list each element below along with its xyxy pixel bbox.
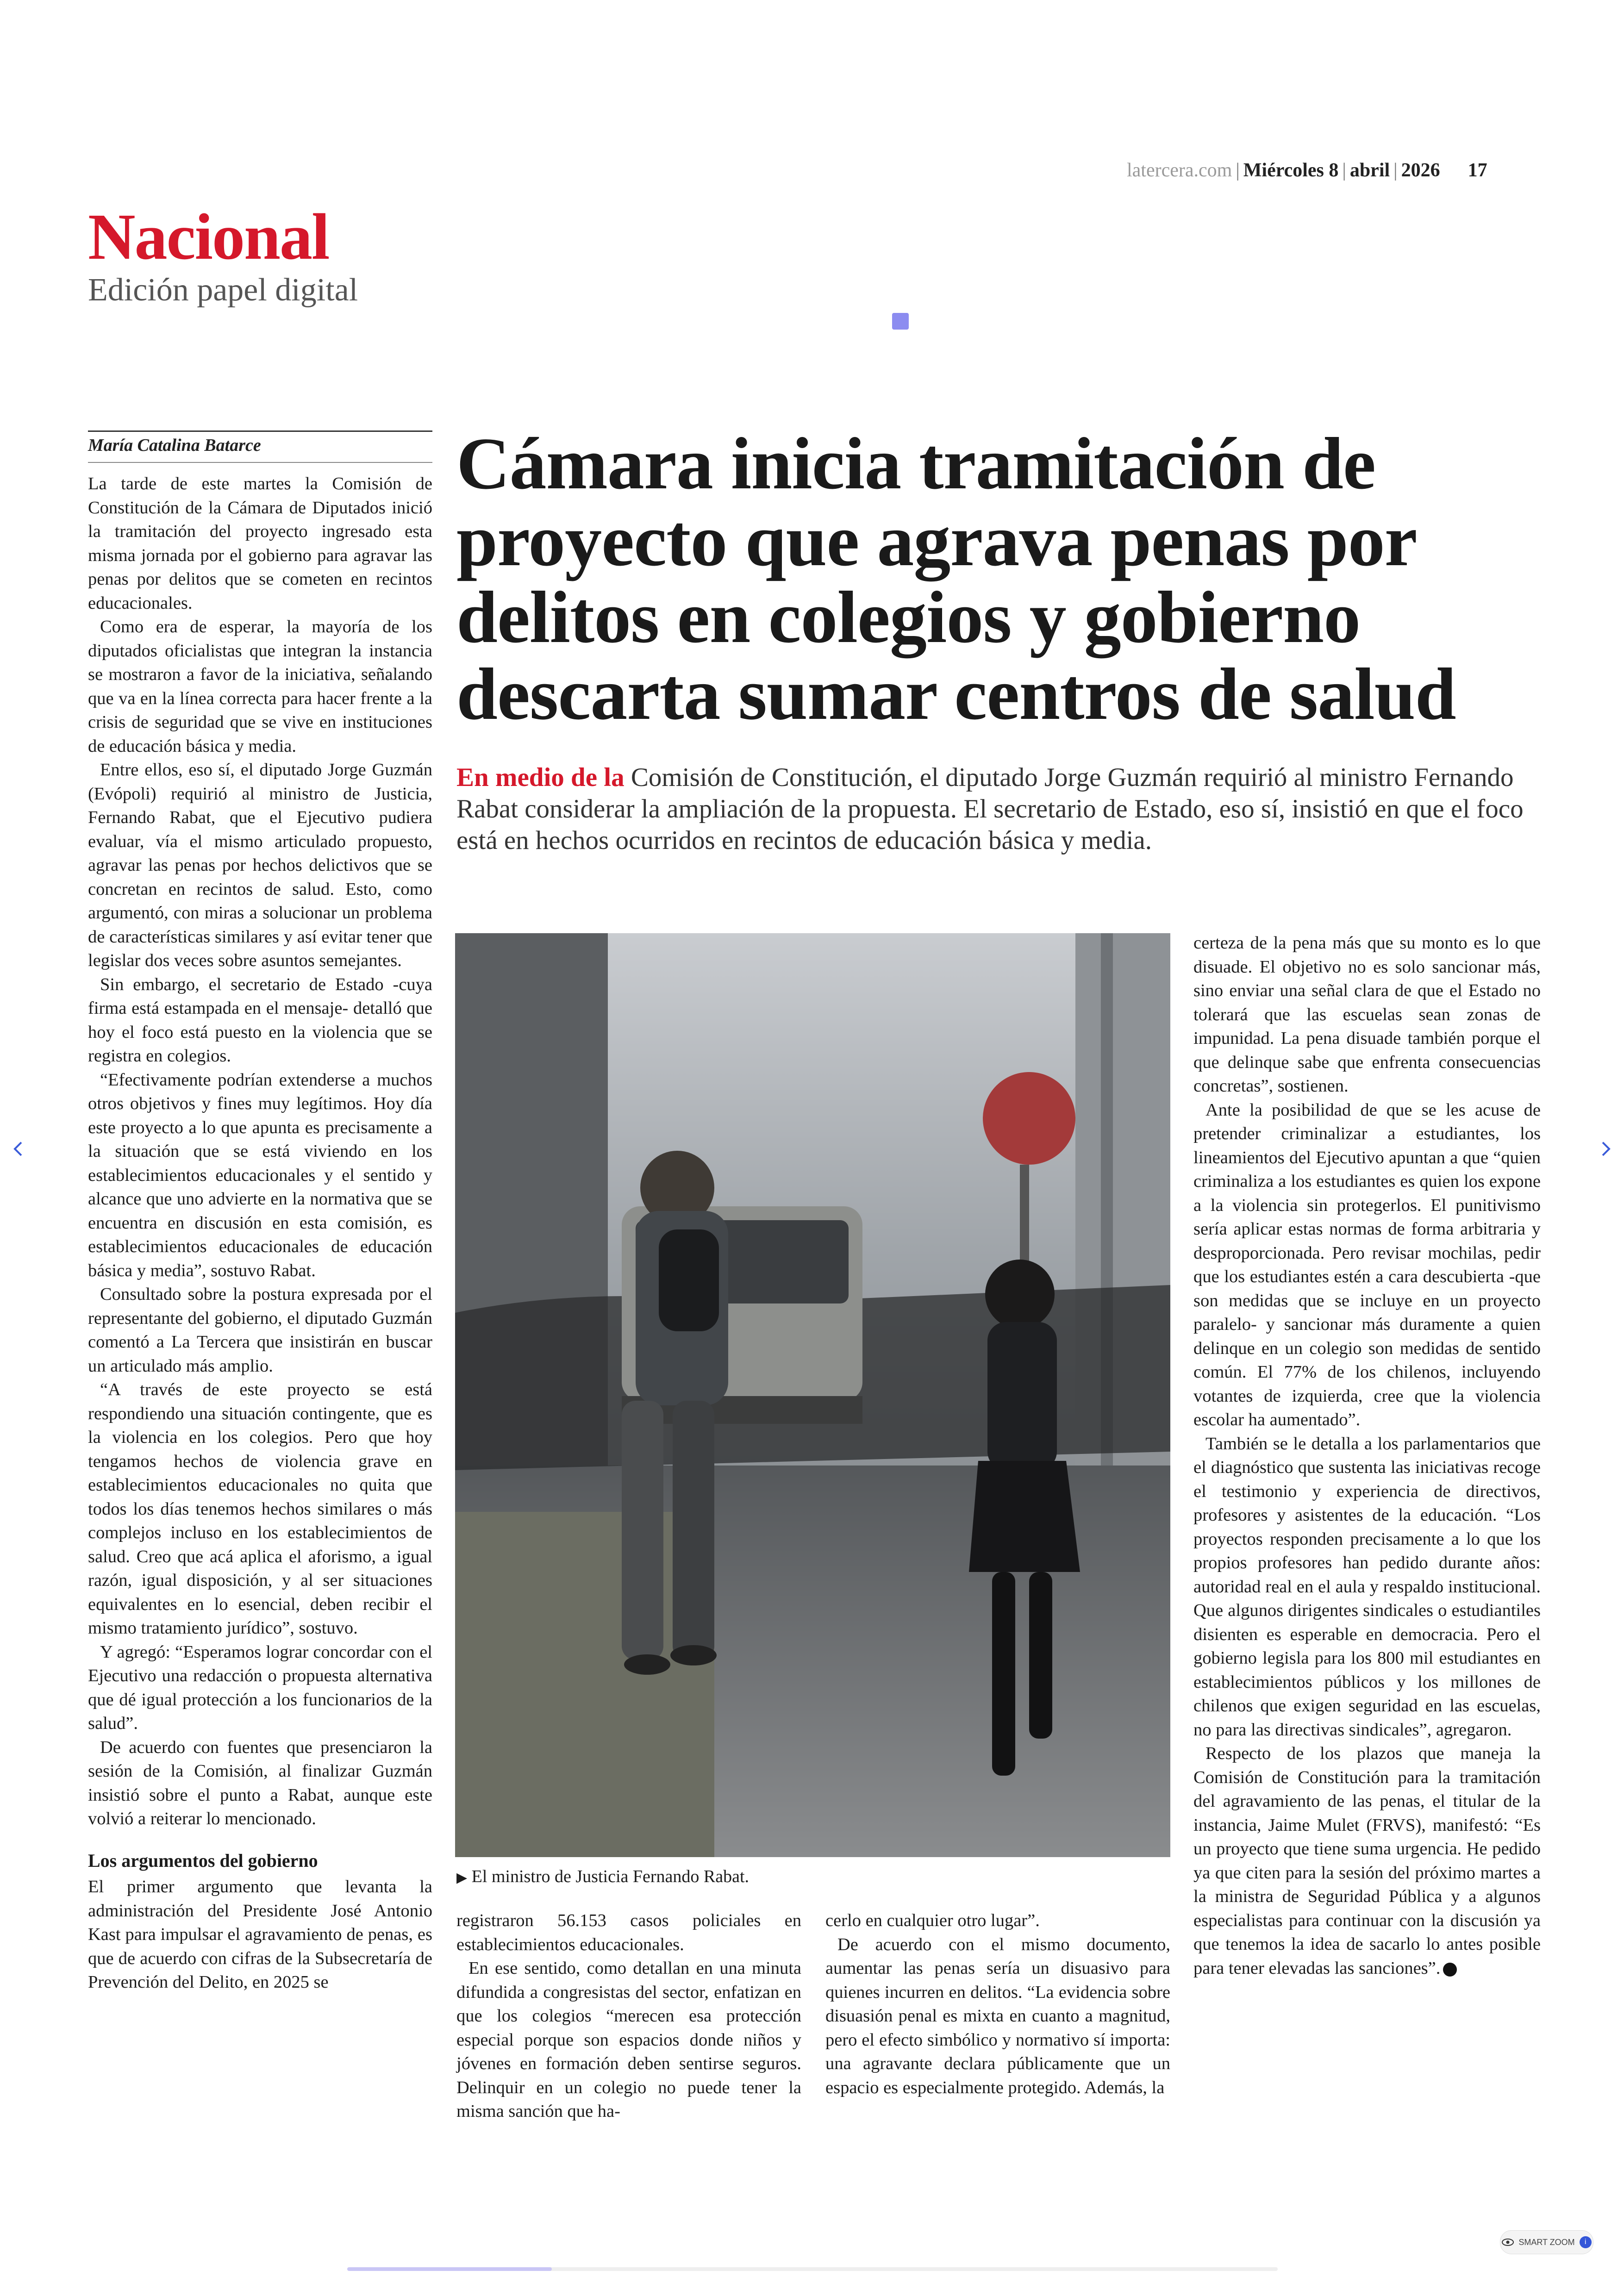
deck-lead: En medio de la [456, 763, 625, 792]
info-icon: i [1580, 2236, 1592, 2248]
masthead: latercera.com | Miércoles 8 | abril | 2026 17 [1127, 160, 1487, 181]
paragraph: “Efectivamente podrían extenderse a muchos otros objetivos y fines muy legítimos. Hoy día este proyecto a lo que apunta es precisamente a la situación que se está viviendo en los establecimientos educacionales y el sentido y alcance que uno advierte en la normativa que se encuentra en discusión en esta comisión, es establecimientos educacionales de educación básica y media”, sostuvo Rabat. [88, 1070, 432, 1280]
section-title: Nacional [88, 200, 329, 273]
page-progress-fill [347, 2267, 552, 2271]
site-name[interactable]: latercera.com [1127, 160, 1232, 181]
paragraph: registraron 56.153 casos policiales en establecimientos educacionales. [456, 1911, 801, 1954]
deck [456, 762, 1540, 856]
paragraph: De acuerdo con el mismo documento, aumentar las penas sería un disuasivo para quienes incurren en delitos. “La evidencia sobre disuasión penal es mixta en cuanto a magnitud, pero el efecto simbólico y normativo sí importa: una agravante declara públicamente que un espacio es especialmente protegido. Además, la [825, 1934, 1170, 2097]
paragraph-text: Respecto de los plazos que maneja la Comisión de Constitución para la tramitación del agravamiento de las penas, el titular de la instancia, Jaime Mulet (FRVS), manifestó: “Es un proyecto que tiene suma urgencia. He pedido ya que citen para la sesión del próximo martes a la ministra de Seguridad Pública y a algunos especialistas para continuar con la discusión ya que tenemos la idea de sacarlo lo antes posible para tener elevadas las sanciones”. [1193, 1744, 1541, 1978]
paragraph: “A través de este proyecto se está respondiendo una situación contingente, que es la violencia en los colegios. Pero que hoy tengamos hechos de violencia grave en establecimientos educacionales no quita que todos los días tenemos hechos similares o más complejos incluso en los establecimientos de salud. Creo que acá aplica el aforismo, a igual razón, igual disposición, y al ser situaciones equivalentes en lo esencial, deben recibir el mismo tratamiento jurídico”, sostuvo. [88, 1380, 432, 1638]
paragraph: Sin embargo, el secretario de Estado -cuya firma está estampada en el mensaje- detalló que hoy el foco está puesto en la violencia que se registra en colegios. [88, 974, 432, 1066]
paragraph: También se le detalla a los parlamentarios que el diagnóstico que sustenta las iniciativas recoge el testimonio y experiencia de directivos, profesores y asistentes de la educación. “Los proyectos responden precisamente a lo que los propios profesores han pedido durante años: autoridad real en el aula y respaldo institucional. Que algunos dirigentes sindicales o estudiantiles disienten es esperable en democracia. Pero el gobierno legisla para los 800 mil estudiantes en establecimientos públicos y los millones de chilenos que exigen seguridad en las escuelas, no para las directivas sindicales”, agregaron. [1193, 1434, 1541, 1740]
paragraph: Como era de esperar, la mayoría de los diputados oficialistas que integran la instancia se mostraron a favor de la iniciativa, señalando que va en la línea correcta para hacer frente a la crisis de seguridad que se vive en instituciones de educación básica y media. [88, 617, 432, 756]
smart-zoom-label: SMART ZOOM [1518, 2237, 1575, 2247]
end-mark-icon [1443, 1963, 1457, 1977]
chevron-left-icon [9, 1140, 28, 1158]
date-weekday: Miércoles 8 [1243, 160, 1339, 181]
next-page-button[interactable] [1596, 1140, 1615, 1158]
photo-illustration [455, 933, 1170, 1857]
paragraph: certeza de la pena más que su monto es lo que disuade. El objetivo no es solo sancionar más, sino enviar una señal clara de que el Estado no tolerará que las escuelas sean zonas de impunidad. La pena disuade también porque el que delinque sabe que enfrenta consecuencias concretas”, sostienen. [1193, 933, 1541, 1096]
caption-triangle-icon: ▶ [456, 1870, 468, 1885]
bottom-column-1 [456, 1909, 801, 2124]
previous-page-button[interactable] [9, 1140, 28, 1158]
author-rule [88, 430, 432, 432]
paragraph: Consultado sobre la postura expresada por el representante del gobierno, el diputado Guzmán comentó a La Tercera que insistirán en buscar un articulado más amplio. [88, 1285, 432, 1376]
section-subtitle: Edición papel digital [88, 272, 358, 308]
paragraph [1193, 1742, 1541, 1980]
paragraph: De acuerdo con fuentes que presenciaron la sesión de la Comisión, al finalizar Guzmán insistió sobre el punto a Rabat, aunque este volvió a reiterar lo mencionado. [88, 1737, 432, 1828]
eye-icon [1502, 2239, 1514, 2246]
page-progress-bar[interactable] [347, 2267, 1278, 2271]
paragraph: cerlo en cualquier otro lugar”. [825, 1911, 1040, 1930]
subhead: Los argumentos del gobierno [88, 1850, 318, 1871]
photo-caption [456, 1866, 1172, 1887]
paragraph: La tarde de este martes la Comisión de Constitución de la Cámara de Diputados inició la tramitación del proyecto ingresado esta misma jornada por el gobierno para agravar las penas por delitos que se cometen en recintos educacionales. [88, 474, 432, 613]
date-year: 2026 [1401, 160, 1440, 181]
smart-zoom-button[interactable] [1500, 2230, 1593, 2254]
paragraph: Y agregó: “Esperamos lograr concordar con el Ejecutivo una redacción o propuesta alternativa que dé igual protección a los funcionarios de la salud”. [88, 1642, 432, 1733]
page-marker-icon[interactable] [892, 313, 909, 330]
author-byline: María Catalina Batarce [88, 435, 432, 463]
article-photo[interactable] [455, 933, 1170, 1857]
paragraph: En ese sentido, como detallan en una minuta difundida a congresistas del sector, enfatizan en que los colegios “merecen esa protección especial porque son espacios donde niños y jóvenes en formación deben sentirse seguros. Delinquir en un colegio no puede tener la misma sanción que ha- [456, 1958, 801, 2121]
caption-text: El ministro de Justicia Fernando Rabat. [471, 1867, 750, 1886]
left-column [88, 472, 432, 1995]
paragraph: Entre ellos, eso sí, el diputado Jorge Guzmán (Evópoli) requirió al ministro de Justicia, Fernando Rabat, que el Ejecutivo pudiera evaluar, vía el mismo articulado propuesto, agravar las penas por hechos delictivos que se concretan en recintos de salud. Esto, como argumentó, con miras a solucionar un problema de características similares y así evitar tener que legislar dos veces sobre asuntos semejantes. [88, 760, 432, 970]
bottom-column-2 [825, 1909, 1170, 2100]
right-column [1193, 931, 1541, 1980]
paragraph: Ante la posibilidad de que se les acuse de pretender criminalizar a estudiantes, los lineamientos del Ejecutivo apuntan a que “quien criminaliza a los estudiantes es quien los expone a la violencia sin protegerlos. El punitivismo sería aplicar estas normas de forma arbitraria y desproporcionada. Pero revisar mochilas, pedir que los estudiantes estén a cara descubierta -que son medidas que se incluye en un proyecto paralelo- y sancionar más duramente a quien delinque en un colegio son medidas de sentido común. El 77% de los chilenos, incluyendo votantes de izquierda, cree que la violencia escolar ha aumentado”. [1193, 1100, 1541, 1429]
headline: Cámara inicia tramitación de proyecto que agrava penas por delitos en colegios y gobierno descarta sumar centros de salud [456, 422, 1456, 735]
chevron-right-icon [1596, 1140, 1615, 1158]
page-number: 17 [1468, 160, 1487, 181]
deck-text: Comisión de Constitución, el diputado Jorge Guzmán requirió al ministro Fernando Rabat considerar la ampliación de la propuesta. El secretario de Estado, eso sí, insistió en que el foco está en hechos ocurridos en recintos de educación básica y media. [456, 763, 1524, 855]
paragraph: El primer argumento que levanta la administración del Presidente José Antonio Kast para impulsar el agravamiento de penas, es que de acuerdo con cifras de la Subsecretaría de Prevención del Delito, en 2025 se [88, 1877, 432, 1992]
date-month: abril [1349, 160, 1390, 181]
